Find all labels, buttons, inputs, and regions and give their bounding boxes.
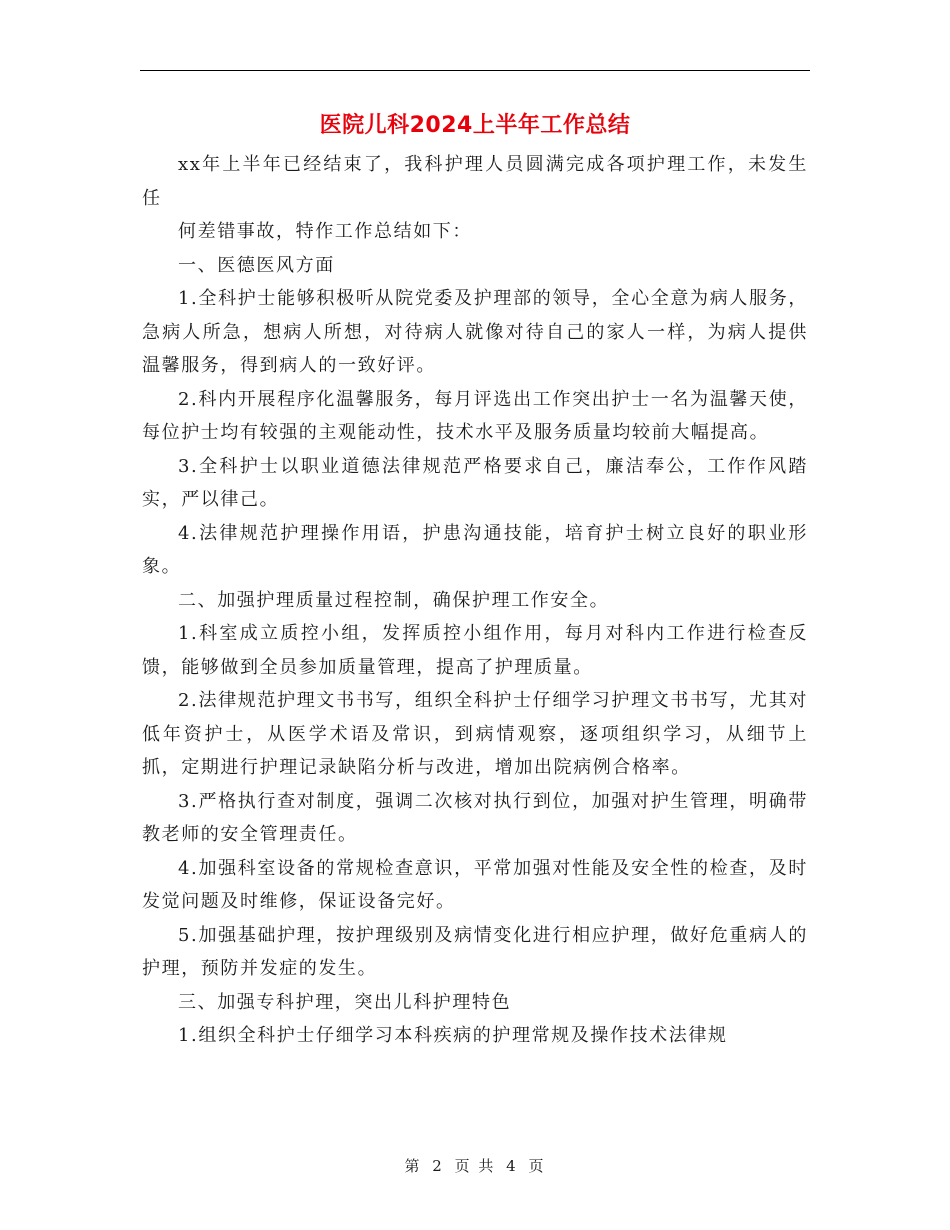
paragraph: 2.科内开展程序化温馨服务，每月评选出工作突出护士一名为温馨天使，每位护士均有较强的主观能动性，技术水平及服务质量均较前大幅提高。: [142, 388, 808, 443]
paragraph: 3.严格执行查对制度，强调二次核对执行到位，加强对护生管理，明确带教老师的安全管理责任。: [142, 790, 808, 845]
footer-page-number: 2: [432, 1157, 444, 1175]
page-footer: [0, 1154, 950, 1178]
paragraph: 1.科室成立质控小组，发挥质控小组作用，每月对科内工作进行检查反馈，能够做到全员参加质量管理，提高了护理质量。: [142, 623, 808, 678]
section-heading: 一、医德医风方面: [178, 254, 335, 276]
paragraph: 1.全科护士能够积极听从院党委及护理部的领导，全心全意为病人服务，急病人所急，想病人所想，对待病人就像对待自己的家人一样，为病人提供温馨服务，得到病人的一致好评。: [142, 288, 808, 376]
section-heading: 二、加强护理质量过程控制，确保护理工作安全。: [178, 589, 610, 611]
paragraph: 4.加强科室设备的常规检查意识，平常加强对性能及安全性的检查，及时发觉问题及时维修，保证设备完好。: [142, 857, 808, 912]
footer-suffix: 页: [528, 1157, 546, 1175]
paragraph: 5.加强基础护理，按护理级别及病情变化进行相应护理，做好危重病人的护理，预防并发症的发生。: [142, 924, 808, 979]
footer-prefix: 第: [404, 1157, 422, 1175]
paragraph: 2.法律规范护理文书书写，组织全科护士仔细学习护理文书书写，尤其对低年资护士，从医学术语及常识，到病情观察，逐项组织学习，从细节上抓，定期进行护理记录缺陷分析与改进，增加出院病例合格率。: [142, 690, 808, 778]
paragraph: 何差错事故，特作工作总结如下：: [178, 221, 472, 242]
paragraph: 4.法律规范护理操作用语，护患沟通技能，培育护士树立良好的职业形象。: [142, 522, 808, 577]
paragraph: 3.全科护士以职业道德法律规范严格要求自己，廉洁奉公，工作作风踏实，严以律己。: [142, 455, 808, 510]
section-heading: 三、加强专科护理，突出儿科护理特色: [178, 991, 512, 1013]
footer-middle: 页 共: [454, 1157, 496, 1175]
paragraph: xx年上半年已经结束了，我科护理人员圆满完成各项护理工作，未发生任: [142, 154, 808, 209]
document-body: [142, 148, 808, 1053]
paragraph: 1.组织全科护士仔细学习本科疾病的护理常规及操作技术法律规: [178, 1025, 728, 1046]
header-rule: [140, 70, 810, 71]
footer-total-pages: 4: [506, 1157, 518, 1175]
document-title: 医院儿科2024上半年工作总结: [319, 113, 631, 138]
